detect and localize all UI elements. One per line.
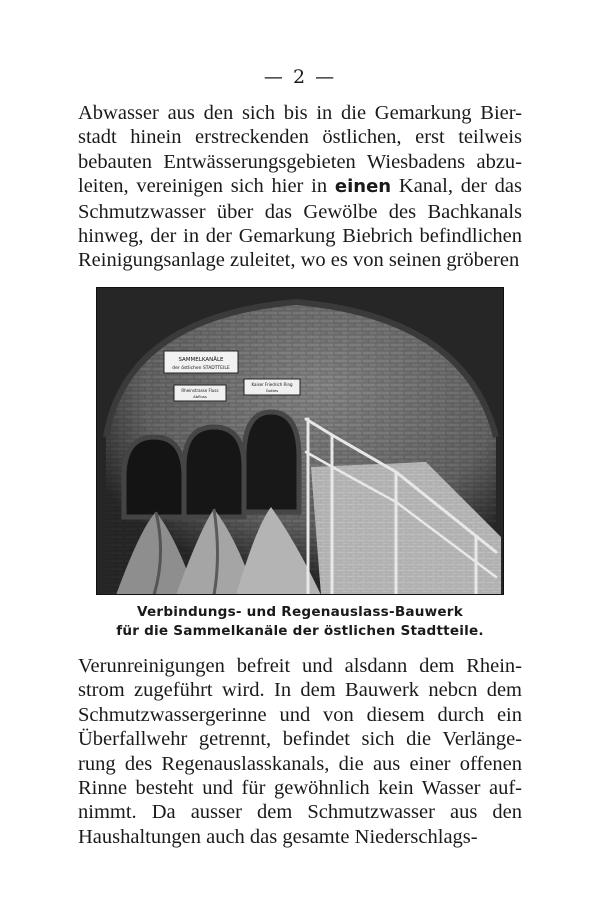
signboard-right — [244, 379, 300, 395]
sign-text: Rheinstrasse Fluss — [181, 388, 219, 393]
text-line: hinweg, der in der Gemarkung Biebrich befindlichen — [78, 225, 522, 248]
text-line: Überfallwehr getrennt, befindet sich die Verlänge- — [78, 728, 522, 751]
sign-text: Gottes — [265, 388, 279, 393]
text-fragment: leiten, vereinigen sich hier in — [78, 175, 328, 198]
sign-text: Kaiser Friedrich Ring — [251, 382, 293, 387]
text-line: strom zugeführt wird. In dem Bauwerk nebcn dem — [78, 679, 522, 702]
signboard-left — [174, 385, 226, 401]
text-line: Verunreinigungen befreit und alsdann dem Rhein- — [78, 655, 522, 677]
sign-text: Abfluss — [193, 394, 207, 399]
text-line: nimmt. Da ausser dem Schmutzwasser aus den — [78, 801, 522, 824]
figure-caption-line-1: Verbindungs- und Regenauslass-Bauwerk — [137, 604, 463, 620]
sign-text: SAMMELKANÄLE — [178, 357, 224, 363]
text-line: Schmutzwassergerinne und von diesem durch ein — [78, 703, 522, 726]
text-line: rung des Regenauslasskanals, die aus einer offenen — [78, 752, 522, 775]
text-line: Reinigungsanlage zuleitet, wo es von seinen gröberen — [78, 249, 520, 272]
sign-text: der östlichen STADTTEILE — [172, 366, 230, 371]
figure-caption-line-2: für die Sammelkanäle der östlichen Stadtteile. — [116, 623, 484, 639]
text-line: bebauten Entwässerungsgebieten Wiesbadens abzu- — [78, 150, 522, 173]
text-line: Rinne besteht und für gewöhnlich kein Wasser auf- — [78, 777, 522, 800]
text-line: Haushaltungen auch das gesamte Niederschlags- — [78, 825, 478, 848]
emphasized-word: einen — [334, 176, 392, 198]
text-line-with-emphasis — [78, 174, 522, 199]
text-line: stadt hinein erstreckenden östlichen, erst teilweis — [78, 126, 522, 149]
signboard-sammelkanaele — [164, 351, 238, 373]
text-fragment: Kanal, der das — [398, 175, 523, 198]
page-number: — 2 — — [263, 66, 337, 88]
paragraph-bottom — [78, 654, 522, 849]
photograph-sewer-structure — [96, 287, 504, 595]
text-line: Schmutzwasser über das Gewölbe des Bachkanals — [78, 200, 522, 223]
paragraph-top — [78, 101, 522, 273]
text-line: Abwasser aus den sich bis in die Gemarkung Bier- — [78, 102, 522, 124]
